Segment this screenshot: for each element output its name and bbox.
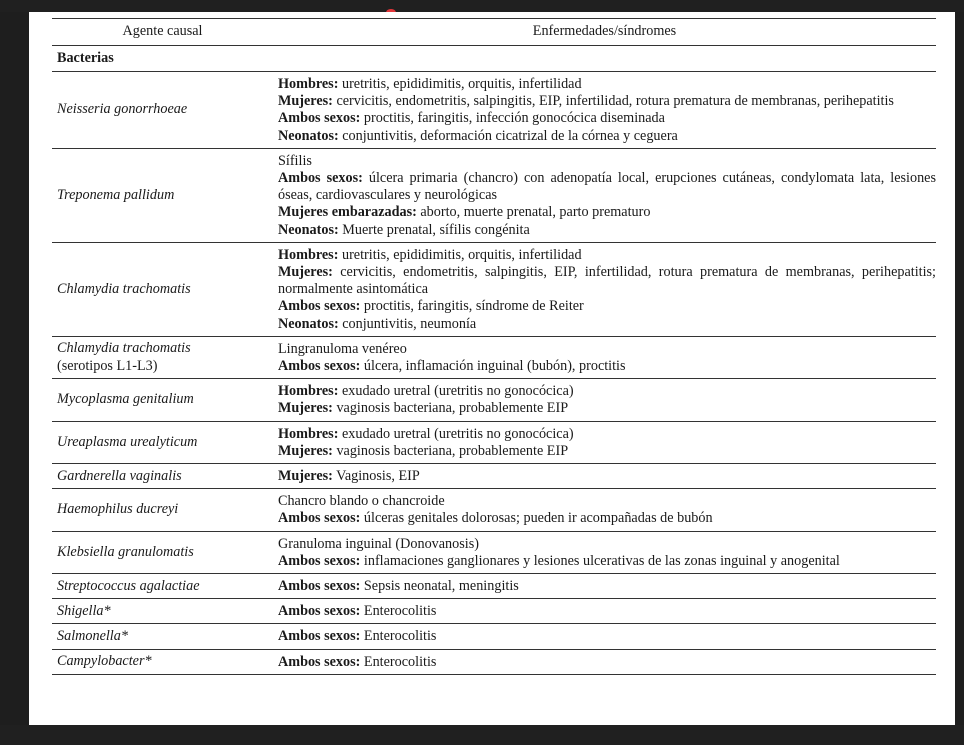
disease-line: [278, 553, 936, 570]
disease-line: [278, 128, 936, 145]
disease-text: Lingranuloma venéreo: [278, 340, 407, 357]
agent-name: Chlamydia trachomatis: [57, 280, 191, 297]
disease-line: [278, 76, 936, 93]
table-row: [52, 531, 936, 573]
agent-cell: [52, 242, 273, 336]
table-row: [52, 379, 936, 421]
agent-name: Campylobacter*: [57, 653, 152, 670]
group-label: Hombres:: [278, 425, 339, 442]
group-label: Mujeres:: [278, 468, 333, 485]
disease-cell: [273, 242, 936, 336]
disease-line: [278, 654, 936, 671]
group-label: Mujeres:: [278, 264, 333, 281]
group-label: Ambos sexos:: [278, 552, 361, 569]
agent-cell: [52, 72, 273, 149]
disease-text: Vaginosis, EIP: [332, 468, 420, 485]
group-label: Mujeres:: [278, 93, 333, 110]
disease-line: [278, 298, 936, 315]
agent-cell: [52, 624, 273, 649]
group-label: Neonatos:: [278, 221, 339, 238]
group-label: Ambos sexos:: [278, 510, 361, 527]
disease-text: Chancro blando o chancroide: [278, 493, 445, 510]
table-row: [52, 599, 936, 624]
top-bar: [0, 0, 964, 12]
disease-line: [278, 536, 936, 553]
agent-name: Shigella*: [57, 602, 111, 619]
disease-text: proctitis, faringitis, infección gonocócica diseminada: [360, 110, 665, 127]
table-row: [52, 624, 936, 649]
disease-text: aborto, muerte prenatal, parto prematuro: [416, 204, 651, 221]
agent-cell: [52, 421, 273, 463]
disease-line: [278, 341, 936, 358]
agent-cell: [52, 148, 273, 242]
agent-cell: [52, 599, 273, 624]
group-label: Hombres:: [278, 76, 339, 92]
agent-cell: [52, 649, 273, 674]
agent-name: Treponema pallidum: [57, 186, 175, 203]
disease-text: cervicitis, endometritis, salpingitis, EIP, infertilidad, rotura prematura de membranas, perihepatitis: [332, 93, 894, 110]
disease-text: úlcera primaria (chancro) con adenopatía local, erupciones cutáneas, condylomata lata, lesiones óseas, cardiovasculares y neurológicas: [278, 170, 936, 204]
disease-line: [278, 493, 936, 510]
agent-name: Mycoplasma genitalium: [57, 391, 194, 408]
agent-cell: [52, 574, 273, 599]
table-row: [52, 72, 936, 149]
disease-cell: [273, 489, 936, 531]
disease-line: [278, 443, 936, 460]
disease-text: vaginosis bacteriana, probablemente EIP: [332, 442, 569, 459]
table-row: [52, 649, 936, 674]
group-label: Hombres:: [278, 383, 339, 400]
disease-line: [278, 426, 936, 443]
disease-cell: [273, 148, 936, 242]
bottom-bar: [0, 725, 964, 745]
disease-cell: [273, 336, 936, 378]
disease-cell: [273, 649, 936, 674]
table-row: [52, 336, 936, 378]
group-label: Ambos sexos:: [278, 110, 361, 127]
disease-text: conjuntivitis, neumonía: [338, 315, 477, 332]
group-label: Hombres:: [278, 246, 339, 263]
agent-name: Haemophilus ducreyi: [57, 501, 179, 518]
disease-text: cervicitis, endometritis, salpingitis, EIP, infertilidad, rotura prematura de membranas, perihepatitis; normalmente asintomática: [278, 264, 936, 298]
agent-cell: [52, 464, 273, 489]
disease-text: exudado uretral (uretritis no gonocócica): [338, 425, 574, 442]
section-row: [52, 46, 936, 72]
agent-cell: [52, 489, 273, 531]
document-page: [29, 12, 955, 725]
disease-line: [278, 510, 936, 527]
agent-name: Neisseria gonorrhoeae: [57, 101, 188, 118]
agent-name: Salmonella*: [57, 627, 128, 644]
disease-text: úlceras genitales dolorosas; pueden ir acompañadas de bubón: [360, 510, 713, 527]
group-label: Neonatos:: [278, 127, 339, 144]
disease-line: [278, 247, 936, 264]
table-row: [52, 574, 936, 599]
disease-cell: [273, 624, 936, 649]
group-label: Ambos sexos:: [278, 170, 363, 187]
disease-text: Enterocolitis: [360, 653, 437, 670]
disease-cell: [273, 421, 936, 463]
agent-cell: [52, 336, 273, 378]
group-label: Ambos sexos:: [278, 298, 361, 315]
disease-line: [278, 358, 936, 375]
table-row: [52, 242, 936, 336]
disease-line: [278, 603, 936, 620]
table-header-row: [52, 19, 936, 46]
agent-name: Chlamydia trachomatis: [57, 340, 191, 357]
section-title: Bacterias: [52, 46, 273, 72]
disease-text: inflamaciones ganglionares y lesiones ulcerativas de las zonas inguinal y anogenital: [360, 552, 840, 569]
table-row: [52, 421, 936, 463]
group-label: Mujeres:: [278, 442, 333, 459]
disease-line: [278, 468, 936, 485]
disease-text: Enterocolitis: [360, 628, 437, 645]
disease-line: [278, 400, 936, 417]
table-row: [52, 489, 936, 531]
disease-text: Granuloma inguinal (Donovanosis): [278, 535, 479, 552]
group-label: Ambos sexos:: [278, 578, 361, 595]
disease-line: [278, 222, 936, 239]
agent-cell: [52, 379, 273, 421]
disease-line: [278, 628, 936, 645]
group-label: Ambos sexos:: [278, 653, 361, 670]
group-label: Mujeres:: [278, 400, 333, 417]
disease-cell: [273, 531, 936, 573]
table-row: [52, 464, 936, 489]
disease-line: [278, 578, 936, 595]
table-row: [52, 148, 936, 242]
group-label: Mujeres embarazadas:: [278, 204, 417, 221]
header-disease: Enfermedades/síndromes: [273, 19, 936, 46]
disease-cell: [273, 464, 936, 489]
disease-line: [278, 153, 936, 170]
disease-text: úlcera, inflamación inguinal (bubón), proctitis: [360, 358, 626, 375]
disease-text: Sepsis neonatal, meningitis: [360, 578, 519, 595]
group-label: Neonatos:: [278, 315, 339, 332]
disease-line: [278, 204, 936, 221]
disease-line: [278, 316, 936, 333]
disease-text: uretritis, epididimitis, orquitis, infertilidad: [338, 76, 582, 92]
agent-name: Streptococcus agalactiae: [57, 577, 200, 594]
disease-text: uretritis, epididimitis, orquitis, infertilidad: [338, 246, 582, 263]
disease-line: [278, 110, 936, 127]
disease-text: proctitis, faringitis, síndrome de Reiter: [360, 298, 584, 315]
agent-name: Ureaplasma urealyticum: [57, 433, 198, 450]
disease-line: [278, 383, 936, 400]
disease-cell: [273, 599, 936, 624]
disease-line: [278, 264, 936, 298]
disease-text: vaginosis bacteriana, probablemente EIP: [332, 400, 569, 417]
disease-text: conjuntivitis, deformación cicatrizal de la córnea y ceguera: [338, 127, 678, 144]
disease-text: Sífilis: [278, 152, 312, 169]
header-agent: Agente causal: [52, 19, 273, 46]
disease-text: exudado uretral (uretritis no gonocócica): [338, 383, 574, 400]
group-label: Ambos sexos:: [278, 603, 361, 620]
disease-text: Enterocolitis: [360, 603, 437, 620]
agent-name: Gardnerella vaginalis: [57, 467, 182, 484]
disease-text: Muerte prenatal, sífilis congénita: [338, 221, 530, 238]
agent-subtitle: (serotipos L1-L3): [57, 357, 158, 374]
sti-table: [52, 18, 936, 675]
disease-cell: [273, 574, 936, 599]
group-label: Ambos sexos:: [278, 358, 361, 375]
disease-cell: [273, 379, 936, 421]
agent-cell: [52, 531, 273, 573]
agent-name: Klebsiella granulomatis: [57, 543, 194, 560]
disease-line: [278, 93, 936, 110]
disease-line: [278, 170, 936, 204]
disease-cell: [273, 72, 936, 149]
group-label: Ambos sexos:: [278, 628, 361, 645]
